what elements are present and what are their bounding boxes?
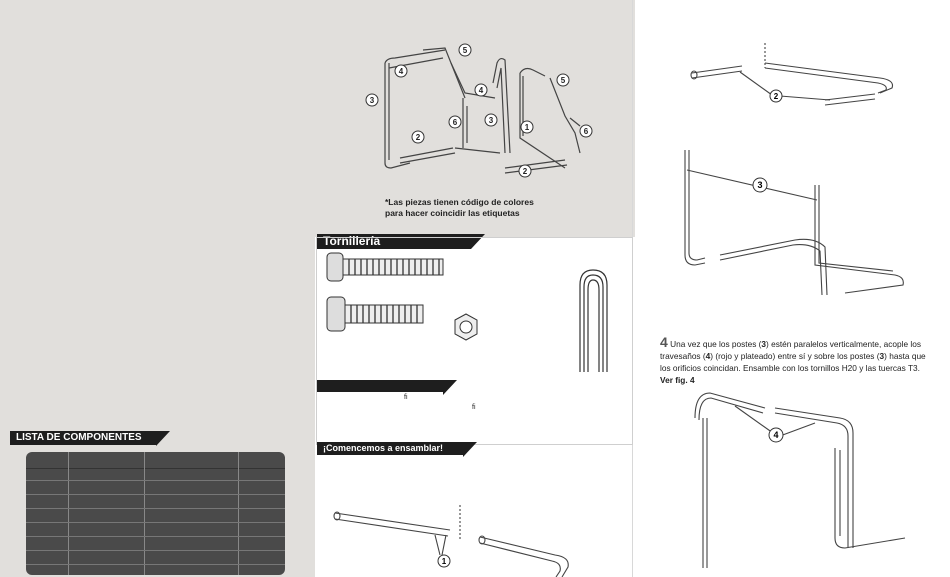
hardware-illustration	[325, 250, 625, 380]
short-bolt-icon	[327, 297, 423, 331]
parts-color-note: *Las piezas tienen código de colores para hacer coincidir las etiquetas	[385, 197, 534, 218]
svg-text:5: 5	[462, 46, 468, 55]
hardware-subheader-bar	[317, 380, 443, 392]
svg-text:5: 5	[560, 76, 566, 85]
step1-diagram	[330, 495, 630, 577]
svg-text:3: 3	[488, 116, 494, 125]
hex-nut-icon	[455, 314, 477, 340]
svg-text:4: 4	[398, 67, 404, 76]
components-header: LISTA DE COMPONENTES	[10, 431, 156, 445]
svg-text:4: 4	[478, 86, 484, 95]
hardware-header: Tornillería	[317, 234, 471, 249]
svg-text:2: 2	[522, 167, 528, 176]
u-stake-icon	[580, 270, 607, 372]
fi-glyph-2: fi	[472, 404, 476, 411]
parts-exploded-diagram	[355, 38, 615, 188]
fi-glyph-1: fi	[404, 394, 408, 401]
step4-diagram	[675, 388, 925, 577]
step3-diagram	[675, 145, 915, 305]
step4-text: 4 Una vez que los postes (3) estén paralelos verticalmente, acople los travesaños (4) (rojo y plateado) entre sí y sobre los postes (3) hasta que los orificios coincidan. Ensamble con los tornillos H20 y las tuercas T3. Ver fig. 4	[660, 334, 926, 385]
long-bolt-icon	[327, 253, 443, 281]
components-table	[26, 452, 285, 575]
svg-text:6: 6	[583, 127, 589, 136]
assembly-header: ¡Comencemos a ensamblar!	[317, 442, 463, 455]
svg-text:3: 3	[369, 96, 375, 105]
svg-text:1: 1	[441, 557, 447, 566]
step2-diagram	[680, 38, 920, 108]
svg-text:1: 1	[524, 123, 530, 132]
svg-text:3: 3	[757, 180, 763, 190]
svg-text:2: 2	[415, 133, 421, 142]
svg-text:4: 4	[773, 430, 779, 440]
svg-text:6: 6	[452, 118, 458, 127]
svg-text:2: 2	[773, 92, 779, 101]
